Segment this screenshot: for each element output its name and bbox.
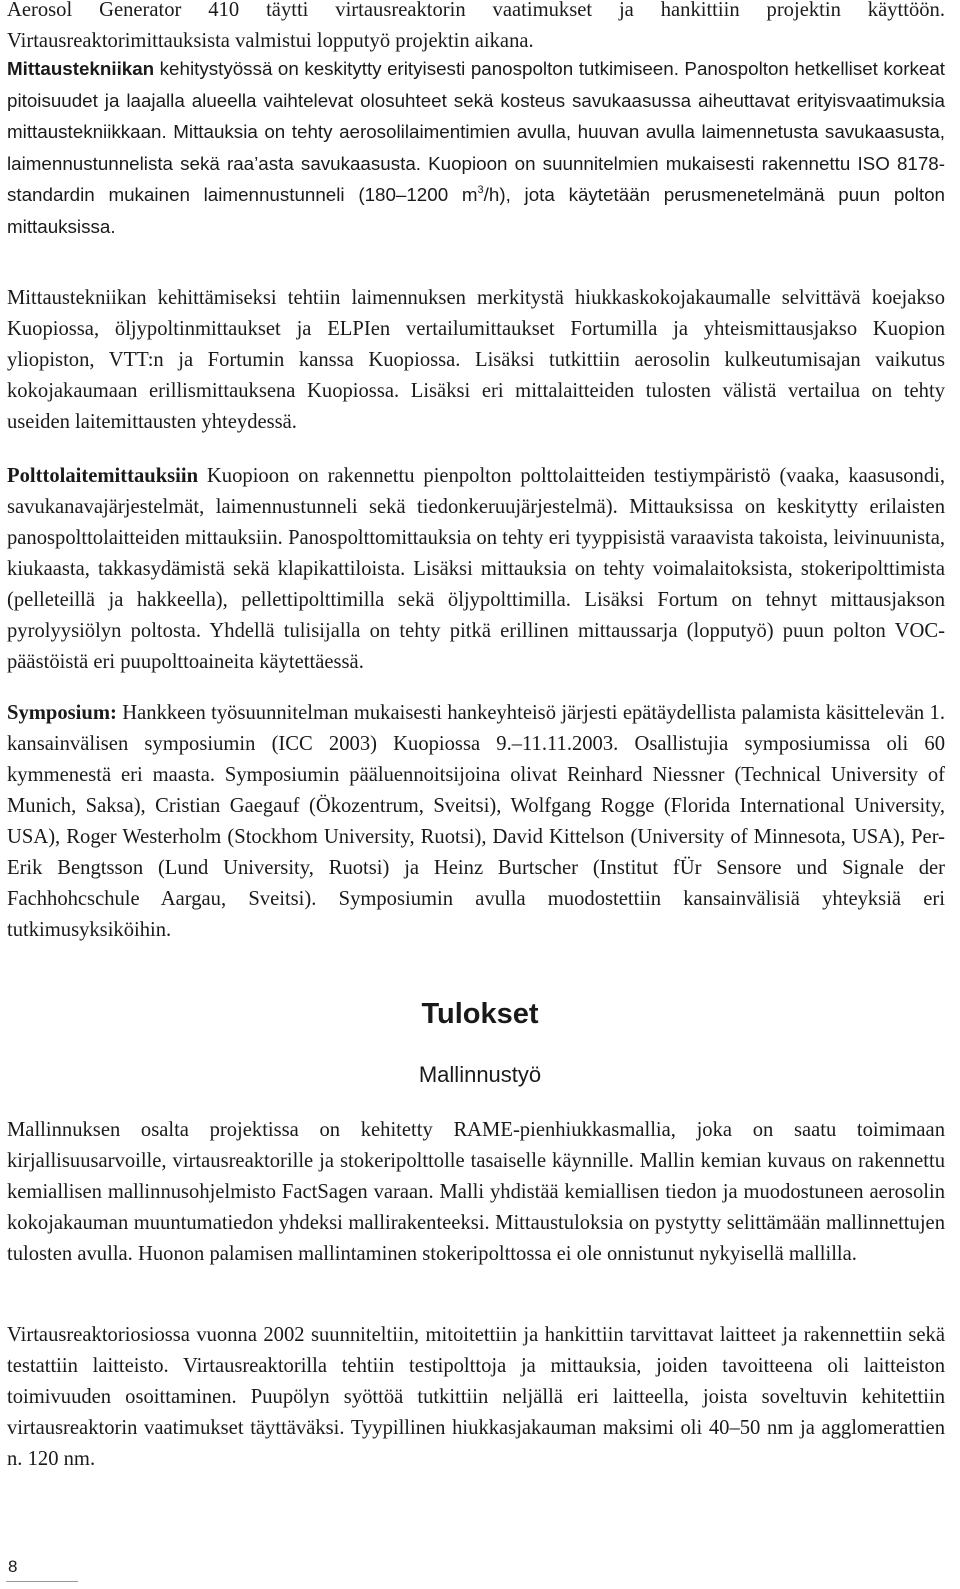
paragraph-flow-reactor: [7, 1320, 945, 1475]
subsection-heading: Mallinnustyö: [418, 1062, 542, 1087]
paragraph-aerosol-generator: [7, 0, 945, 57]
paragraph-text: Mallinnuksen osalta projektissa on kehitetty RAME-pienhiukkasmallia, joka on saatu toimimaan kirjallisuusarvoille, virtausreaktorille ja stokeripolttolle tasaiselle käynnille. Mallin kemian kuvaus on rakennettu kemiallisen mallinnusohjelmisto FactSagen varaan. Malli yhdistää kemiallisen tiedon ja muodostuneen aerosolin kokojakauman muuntumatiedon yhdeksi mallirakenteeksi. Mittaustuloksia on pystytty selittämään mallinnettujen tulosten avulla. Huonon palamisen mallintaminen stokeripolttossa ei ole onnistunut nykyisellä mallilla.: [7, 1119, 945, 1265]
paragraph-text: Hankkeen työsuunnitelman mukaisesti hankeyhteisö järjesti epätäydellista palamista käsittelevän 1. kansainvälisen symposiumin (ICC 2003) Kuopiossa 9.–11.11.2003. Osallistujia symposiumissa oli 60 kymmenestä eri maasta. Symposiumin pääluennoitsijoina olivat Reinhard Niessner (Technical University of Munich, Saksa), Cristian Gaegauf (Ökozentrum, Sveitsi), Wolfgang Rogge (Florida International University, USA), Roger Westerholm (Stockhom University, Ruotsi), David Kittelson (University of Minnesota, USA), Per-Erik Bengtsson (Lund University, Ruotsi) ja Heinz Burtscher (Institut fÜr Sensore und Signale der Fachhohcschule Aargau, Sveitsi). Symposiumin avulla muodostettiin kansainvälisiä yhteyksiä eri tutkimusyksiköihin.: [7, 702, 945, 941]
paragraph-measurement-development: [7, 283, 945, 438]
superscript: 3: [477, 184, 484, 196]
paragraph-modelling: [7, 1115, 945, 1270]
paragraph-lead: Mittaustekniikan: [7, 58, 155, 79]
paragraph-text: Kuopioon on rakennettu pienpolton polttolaitteiden testiympäristö (vaaka, kaasusondi, savukanavajärjestelmät, laimennustunneli sekä tiedonkeruujärjestelmä). Mittauksissa on keskitytty erilaisten panospolttolaitteiden mittauksiin. Panospolttomittauksia on tehty eri tyyppisistä varaavista takoista, leivinuunista, kiukaasta, takkasydämistä sekä klapikattiloista. Lisäksi mittauksia on tehty voimalaitoksista, stokeripolttimista (pelleteillä ja hakkeella), pellettipolttimilla sekä öljypolttimilla. Lisäksi Fortum on tehnyt mittausjakson pyrolyysiölyn poltosta. Yhdellä tulisijalla on tehty pitkä erillinen mittaussarja (lopputyö) puun polton VOC-päästöistä eri puupolttoaineita käytettäessä.: [7, 465, 945, 673]
paragraph-text: Mittaustekniikan kehittämiseksi tehtiin laimennuksen merkitystä hiukkaskokojakaumalle selvittävä koejakso Kuopiossa, öljypoltinmittaukset ja ELPIen vertailumittaukset Fortumilla ja yhteismittausjakso Kuopion yliopiston, VTT:n ja Fortumin kanssa Kuopiossa. Lisäksi tutkittiin aerosolin kulkeutumisajan vaikutus kokojakaumaan erillismittauksena Kuopiossa. Lisäksi eri mittalaitteiden tulosten välistä vertailua on tehty useiden laitemittausten yhteydessä.: [7, 287, 945, 433]
paragraph-text: kehitystyössä on keskitytty erityisesti panospolton tutkimiseen. Panospolton hetkelliset korkeat pitoisuudet ja laajalla alueella vaihtelevat olosuhteet sekä kosteus savukaasussa aiheuttavat erityisvaatimuksia mittaustekniikkaan. Mittauksia on tehty aerosolilaimentimien avulla, huuvan avulla laimennetusta savukaasusta, laimennustunnelista sekä raa’asta savukaasusta. Kuopioon on suunnitelmien mukaisesti rakennettu ISO 8178-standardin mukainen laimennustunneli (180–1200 m: [7, 58, 945, 205]
paragraph-lead: Symposium:: [7, 702, 117, 724]
paragraph-symposium: [7, 698, 945, 946]
footer-rule: [6, 1581, 78, 1582]
section-heading: Tulokset: [421, 998, 539, 1030]
paragraph-lead: Polttolaitemittauksiin: [7, 465, 199, 487]
paragraph-text: /h), jota käytetään perusmenetelmänä puun polton mittauksissa.: [7, 184, 945, 237]
paragraph-text: Aerosol Generator 410 täytti virtausreaktorin vaatimukset ja hankittiin projektin käyttöön. Virtausreaktorimittauksista valmistui lopputyö projektin aikana.: [7, 0, 945, 52]
paragraph-text: Virtausreaktoriosiossa vuonna 2002 suunniteltiin, mitoitettiin ja hankittiin tarvittavat laitteet ja rakennettiin sekä testattiin laitteisto. Virtausreaktorilla tehtiin testipolttoja ja mittauksia, joiden tavoitteena oli laitteiston toimivuuden osoittaminen. Puupölyn syöttöä tutkittiin neljällä eri laitteella, joista soveltuvin kehitettiin virtausreaktorin vaatimukset täyttäväksi. Tyypillinen hiukkasjakauman maksimi oli 40–50 nm ja agglomerattien n. 120 nm.: [7, 1324, 945, 1470]
paragraph-measurement-technology: [7, 53, 945, 242]
paragraph-combustion-measurements: [7, 461, 945, 678]
page-number: 8: [8, 1557, 18, 1576]
